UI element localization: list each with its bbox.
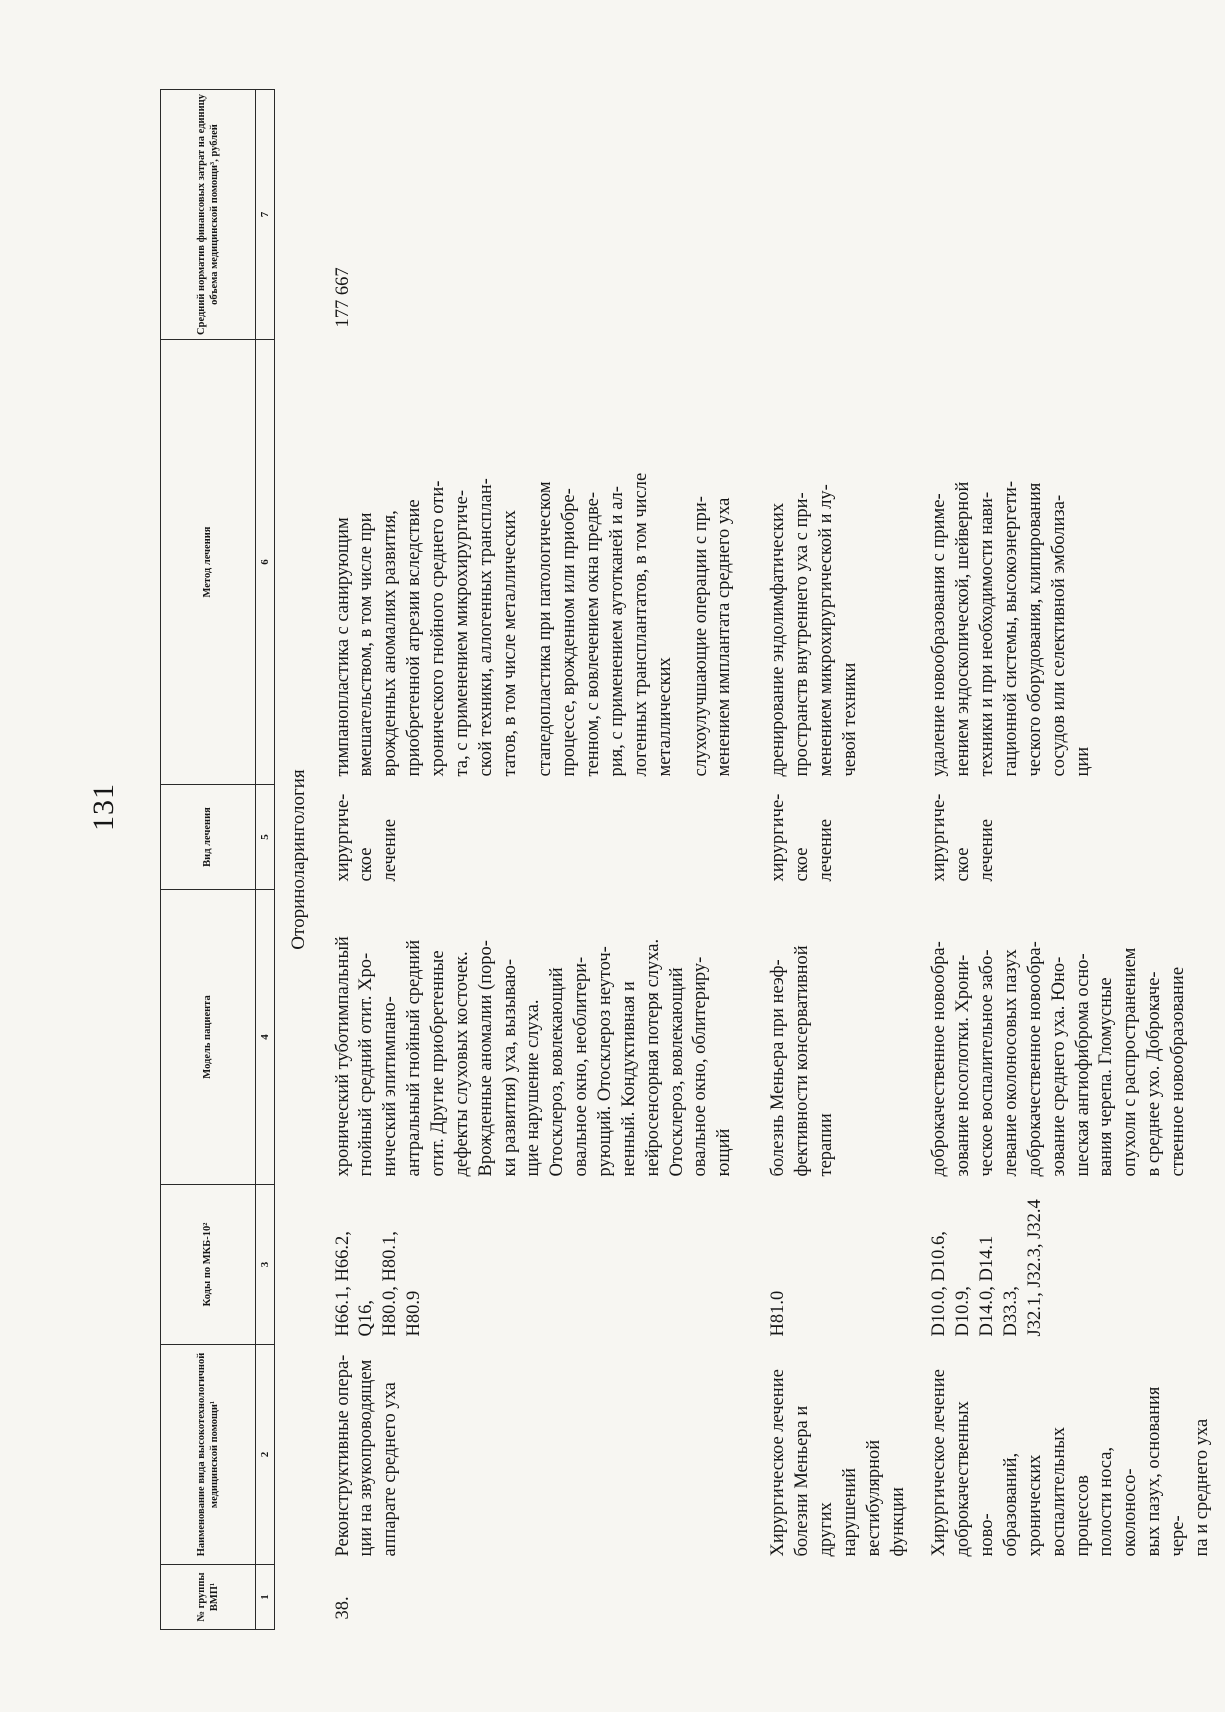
column-number: 2 [256, 1345, 275, 1565]
column-number: 4 [256, 890, 275, 1185]
header-group-number: № группы ВМП¹ [161, 1565, 256, 1630]
group-number-cell [920, 1565, 1224, 1630]
table-header [161, 90, 275, 1630]
patient-model-cell: болезнь Меньера при неэф- фективности консервативной терапии [768, 945, 836, 1177]
page-number: 131 [87, 783, 120, 831]
column-number: 5 [256, 785, 275, 890]
method-item: дренирование эндолимфатических пространств внутреннего уха с при- менением микрохирургической и лу- чевой техники [768, 484, 860, 777]
vmp-name-cell: Хирургическое лечение болезни Меньера и других нарушений вестибулярной функции [768, 1369, 908, 1557]
column-number: 1 [256, 1565, 275, 1630]
table-body [275, 90, 1225, 1630]
treatment-method-cell [920, 340, 1224, 785]
vmp-table [160, 89, 1225, 1630]
table-row [920, 90, 1224, 1630]
header-icd-codes: Коды по МКБ-10² [161, 1185, 256, 1345]
method-item: стапедопластика при патологическом процессе, врожденном или приобре- тенном, с вовлечением окна предве- рия, с применением аутотканей и ал- логенных трансплантатов, в том числе металлических [535, 472, 675, 777]
cost-cell [920, 90, 1224, 340]
treatment-type-cell: хирургиче- ское лечение [768, 793, 836, 882]
rotated-table-sheet [160, 90, 1210, 1630]
cost-cell: 177 667 [332, 267, 353, 328]
cost-cell [759, 90, 920, 340]
method-item: тимпанопластика с санирующим вмешательством, в том числе при врожденных аномалиях развития, приобретенной атрезии вследствие хронического гнойного среднего оти- та, с применением микрохирургиче- ской техники, аллогенных трансплан- татов, в том числе металлических [332, 478, 520, 777]
icd-codes-cell: H81.0 [768, 1290, 789, 1337]
header-treatment-type: Вид лечения [161, 785, 256, 890]
vmp-name-cell: Реконструктивные опера- ции на звукопроводящем аппарате среднего уха [332, 1354, 401, 1557]
patient-model-cell: хронический туботимпальный гнойный средний отит. Хро- нический эпитимпано- антральный гнойный средний отит. Другие приобретенные дефекты слуховых косточек. Врожденные аномалии (поро- ки развития) уха, вызываю- щие нарушение слуха. Отосклероз, вовлекающий овальное окно, необлитери- рующий. Отосклероз неуточ- ненный. Кондуктивная и нейросенсорная потеря слуха. Отосклероз, вовлекающий овальное окно, облитериру- ющий [332, 936, 735, 1177]
header-treatment-method: Метод лечения [161, 340, 256, 785]
group-number-cell: 38. [332, 1596, 353, 1620]
icd-codes-cell: H66.1, H66.2, Q16, H80.0, H80.1, H80.9 [332, 1231, 425, 1337]
header-cost-standard: Средний норматив финансовых затрат на единицу объема медицинской помощи³, рублей [161, 90, 256, 340]
column-number-row [256, 90, 275, 1630]
group-number-cell [759, 1565, 920, 1630]
column-number: 6 [256, 340, 275, 785]
treatment-type-cell: хирургиче- ское лечение [929, 793, 998, 882]
method-item: удаление новообразования с приме- нением эндоскопической, шейверной техники и при необходимости нави- гационной системы, высокоэнергети- ческого оборудования, клипирования сосудов или селективной эмболиза- ции [929, 480, 1093, 777]
table-row [324, 90, 760, 1630]
icd-codes-cell: D10.0, D10.6, D10.9, D14.0, D14.1 D33.3, J32.1, J32.3, J32.4 [929, 1199, 1045, 1337]
header-patient-model: Модель пациента [161, 890, 256, 1185]
column-number: 7 [256, 90, 275, 340]
header-vmp-name: Наименование вида высокотехнологичной медицинской помощи¹ [161, 1345, 256, 1565]
treatment-type-cell: хирургиче- ское лечение [332, 793, 401, 882]
section-row [275, 90, 324, 1630]
method-item: слухоулучшающие операции с при- менением имплантата среднего уха [690, 496, 735, 777]
column-number: 3 [256, 1185, 275, 1345]
treatment-method-cell [324, 340, 760, 785]
vmp-name-cell: Хирургическое лечение доброкачественных ново- образований, хронических воспалительных процессов полости носа, околоносо- вых пазух, основания чере- па и среднего уха [929, 1369, 1212, 1557]
section-title: Оториноларингология [288, 769, 309, 950]
patient-model-cell: доброкачественное новообра- зование носоглотки. Хрони- ческое воспалительное забо- левание околоносовых пазух доброкачественное новообра- зование среднего уха. Юно- шеская ангиофиброма осно- вания черепа. Гломусные опухоли с распространением в среднее ухо. Доброкаче- ственное новообразование [929, 941, 1188, 1177]
table-row [759, 90, 920, 1630]
treatment-method-cell [759, 340, 920, 785]
